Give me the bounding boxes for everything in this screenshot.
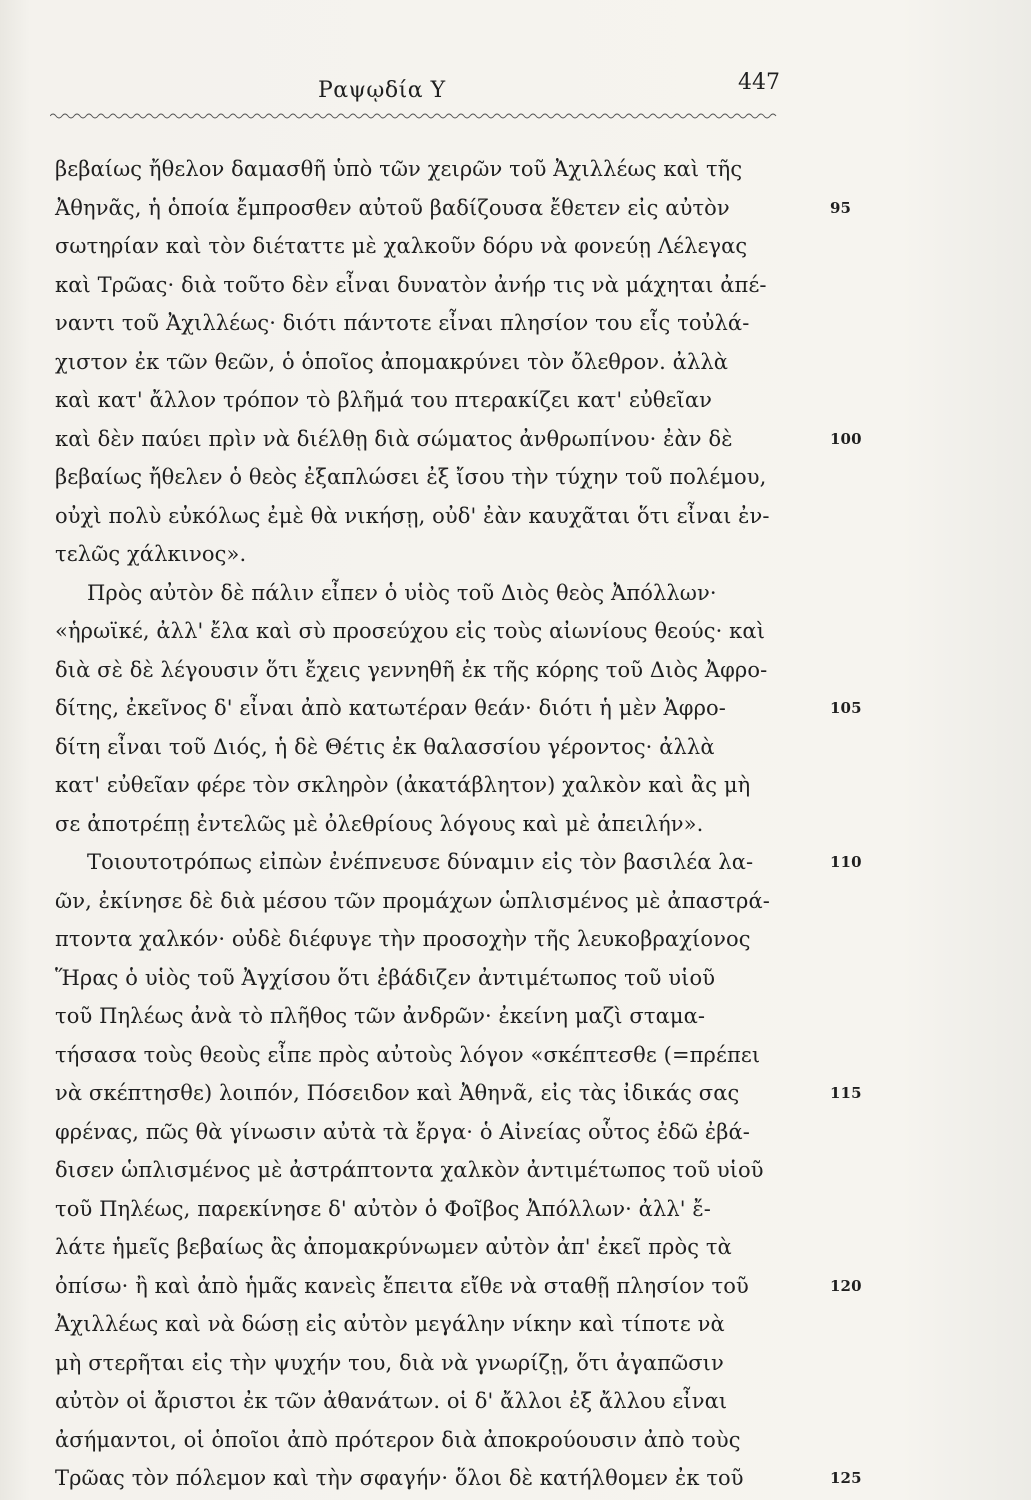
text-line	[55, 1267, 862, 1306]
text-line	[55, 843, 862, 882]
text-line	[55, 1459, 862, 1498]
line-text: διὰ σὲ δὲ λέγουσιν ὅτι ἔχεις γεννηθῆ ἐκ τῆς κόρης τοῦ Διὸς Ἀφρο-	[55, 657, 768, 682]
line-text: χιστον ἐκ τῶν θεῶν, ὁ ὁποῖος ἀπομακρύνει τὸν ὄλεθρον. ἀλλὰ	[55, 349, 729, 374]
line-text: ναντι τοῦ Ἀχιλλέως· διότι πάντοτε εἶναι πλησίον του εἷς τοὐλά-	[55, 311, 750, 335]
text-line	[55, 1190, 815, 1229]
text-line	[55, 381, 815, 420]
body-text	[55, 150, 862, 1498]
text-line	[55, 959, 815, 998]
line-text: τελῶς χάλκινος».	[55, 542, 247, 566]
verse-number: 110	[830, 853, 862, 871]
header-wavy-rule	[50, 110, 780, 122]
line-text: σε ἀποτρέπῃ ἐντελῶς μὲ ὀλεθρίους λόγους καὶ μὲ ἀπειλήν».	[55, 811, 704, 836]
line-text: φρένας, πῶς θὰ γίνωσιν αὐτὰ τὰ ἔργα· ὁ Αἰνείας οὗτος ἐδῶ ἐβά-	[55, 1119, 750, 1144]
text-line	[55, 805, 815, 844]
text-line	[55, 150, 815, 189]
line-text: ῶν, ἐκίνησε δὲ διὰ μέσου τῶν προμάχων ὡπλισμένος μὲ ἀπαστρά-	[55, 888, 770, 913]
text-line	[55, 1305, 815, 1344]
line-text: δίτης, ἐκεῖνος δ' εἶναι ἀπὸ κατωτέραν θεάν· διότι ἡ μὲν Ἀφρο-	[55, 696, 726, 720]
line-text: Τοιουτοτρόπως εἰπὼν ἐνέπνευσε δύναμιν εἰς τὸν βασιλέα λα-	[87, 850, 754, 874]
text-line	[55, 1421, 815, 1460]
text-line	[55, 651, 815, 690]
line-text: Ἀθηνᾶς, ἡ ὁποία ἔμπροσθεν αὐτοῦ βαδίζουσα ἔθετεν εἰς αὐτὸν	[55, 195, 730, 220]
line-text: μὴ στερῆται εἰς τὴν ψυχήν του, διὰ νὰ γνωρίζῃ, ὅτι ἀγαπῶσιν	[55, 1350, 724, 1375]
text-line	[55, 1382, 815, 1421]
page-number: 447	[738, 70, 780, 95]
line-text: τοῦ Πηλέως, παρεκίνησε δ' αὐτὸν ὁ Φοῖβος Ἀπόλλων· ἀλλ' ἔ-	[55, 1196, 711, 1221]
text-line	[55, 1036, 815, 1075]
line-text: πτοντα χαλκόν· οὐδὲ διέφυγε τὴν προσοχὴν τῆς λευκοβραχίονος	[55, 927, 751, 951]
line-text: κατ' εὐθεῖαν φέρε τὸν σκληρὸν (ἀκατάβλητον) χαλκὸν καὶ ἂς μὴ	[55, 773, 751, 797]
line-text: Πρὸς αὐτὸν δὲ πάλιν εἶπεν ὁ υἱὸς τοῦ Διὸς θεὸς Ἀπόλλων·	[87, 580, 717, 605]
text-line	[55, 1151, 815, 1190]
line-text: Ἥρας ὁ υἱὸς τοῦ Ἀγχίσου ὅτι ἐβάδιζεν ἀντιμέτωπος τοῦ υἱοῦ	[55, 965, 716, 990]
line-text: λάτε ἡμεῖς βεβαίως ἂς ἀπομακρύνωμεν αὐτὸν ἀπ' ἐκεῖ πρὸς τὰ	[55, 1235, 732, 1259]
text-line	[55, 1344, 815, 1383]
text-line	[55, 189, 852, 228]
line-text: αὐτὸν οἱ ἄριστοι ἐκ τῶν ἀθανάτων. οἱ δ' ἄλλοι ἐξ ἄλλου εἶναι	[55, 1389, 728, 1413]
line-text: οὐχὶ πολὺ εὐκόλως ἐμὲ θὰ νικήσῃ, οὐδ' ἐὰν καυχᾶται ὅτι εἶναι ἐν-	[55, 503, 770, 528]
text-line	[55, 266, 815, 305]
text-line	[55, 612, 815, 651]
line-text: ἀσήμαντοι, οἱ ὁποῖοι ἀπὸ πρότερον διὰ ἀποκρούουσιν ἀπὸ τοὺς	[55, 1427, 741, 1452]
line-text: τήσασα τοὺς θεοὺς εἶπε πρὸς αὐτοὺς λόγον «σκέπτεσθε (=πρέπει	[55, 1042, 761, 1067]
running-title: Ραψῳδία Υ	[318, 78, 446, 103]
verse-number: 105	[830, 699, 862, 717]
line-text: βεβαίως ἤθελεν ὁ θεὸς ἐξαπλώσει ἐξ ἴσου τὴν τύχην τοῦ πολέμου,	[55, 465, 767, 489]
text-line	[55, 304, 815, 343]
line-text: καὶ Τρῶας· διὰ τοῦτο δὲν εἶναι δυνατὸν ἀνήρ τις νὰ μάχηται ἀπέ-	[55, 272, 767, 297]
text-line	[55, 227, 815, 266]
text-line	[55, 574, 815, 613]
line-text: δίτη εἶναι τοῦ Διός, ἡ δὲ Θέτις ἐκ θαλασσίου γέροντος· ἀλλὰ	[55, 734, 715, 759]
text-line	[55, 497, 815, 536]
verse-number: 100	[830, 429, 862, 448]
line-text: τοῦ Πηλέως ἀνὰ τὸ πλῆθος τῶν ἀνδρῶν· ἐκείνη μαζὶ σταμα-	[55, 1004, 706, 1028]
line-text: «ἡρωϊκέ, ἀλλ' ἔλα καὶ σὺ προσεύχου εἰς τοὺς αἰωνίους θεούς· καὶ	[55, 619, 766, 643]
line-text: δισεν ὡπλισμένος μὲ ἀστράπτοντα χαλκὸν ἀντιμέτωπος τοῦ υἱοῦ	[55, 1158, 764, 1182]
verse-number: 120	[830, 1276, 862, 1295]
verse-number: 95	[830, 198, 852, 217]
text-line	[55, 458, 815, 497]
text-line	[55, 997, 815, 1036]
text-line	[55, 920, 815, 959]
line-text: ὀπίσω· ἢ καὶ ἀπὸ ἡμᾶς κανεὶς ἔπειτα εἴθε νὰ σταθῇ πλησίον τοῦ	[55, 1273, 749, 1298]
verse-number: 115	[830, 1084, 862, 1102]
text-line	[55, 343, 815, 382]
line-text: καὶ δὲν παύει πρὶν νὰ διέλθῃ διὰ σώματος ἀνθρωπίνου· ἐὰν δὲ	[55, 426, 733, 451]
text-line	[55, 689, 862, 728]
text-line	[55, 728, 815, 767]
text-line	[55, 1228, 815, 1267]
verse-number: 125	[830, 1469, 862, 1487]
text-line	[55, 882, 815, 921]
line-text: νὰ σκέπτησθε) λοιπόν, Πόσειδον καὶ Ἀθηνᾶ, εἰς τὰς ἰδικάς σας	[55, 1081, 740, 1105]
line-text: καὶ κατ' ἄλλον τρόπον τὸ βλῆμά του πτερακίζει κατ' εὐθεῖαν	[55, 388, 713, 412]
text-line	[55, 1113, 815, 1152]
line-text: Τρῶας τὸν πόλεμον καὶ τὴν σφαγήν· ὅλοι δὲ κατήλθομεν ἐκ τοῦ	[55, 1466, 744, 1490]
line-text: Ἀχιλλέως καὶ νὰ δώσῃ εἰς αὐτὸν μεγάλην νίκην καὶ τίποτε νὰ	[55, 1312, 725, 1336]
text-line	[55, 420, 862, 459]
text-line	[55, 1074, 862, 1113]
line-text: σωτηρίαν καὶ τὸν διέταττε μὲ χαλκοῦν δόρυ νὰ φονεύῃ Λέλεγας	[55, 234, 748, 258]
line-text: βεβαίως ἤθελον δαμασθῆ ὑπὸ τῶν χειρῶν τοῦ Ἀχιλλέως καὶ τῆς	[55, 157, 743, 181]
text-line	[55, 535, 815, 574]
text-line	[55, 766, 815, 805]
